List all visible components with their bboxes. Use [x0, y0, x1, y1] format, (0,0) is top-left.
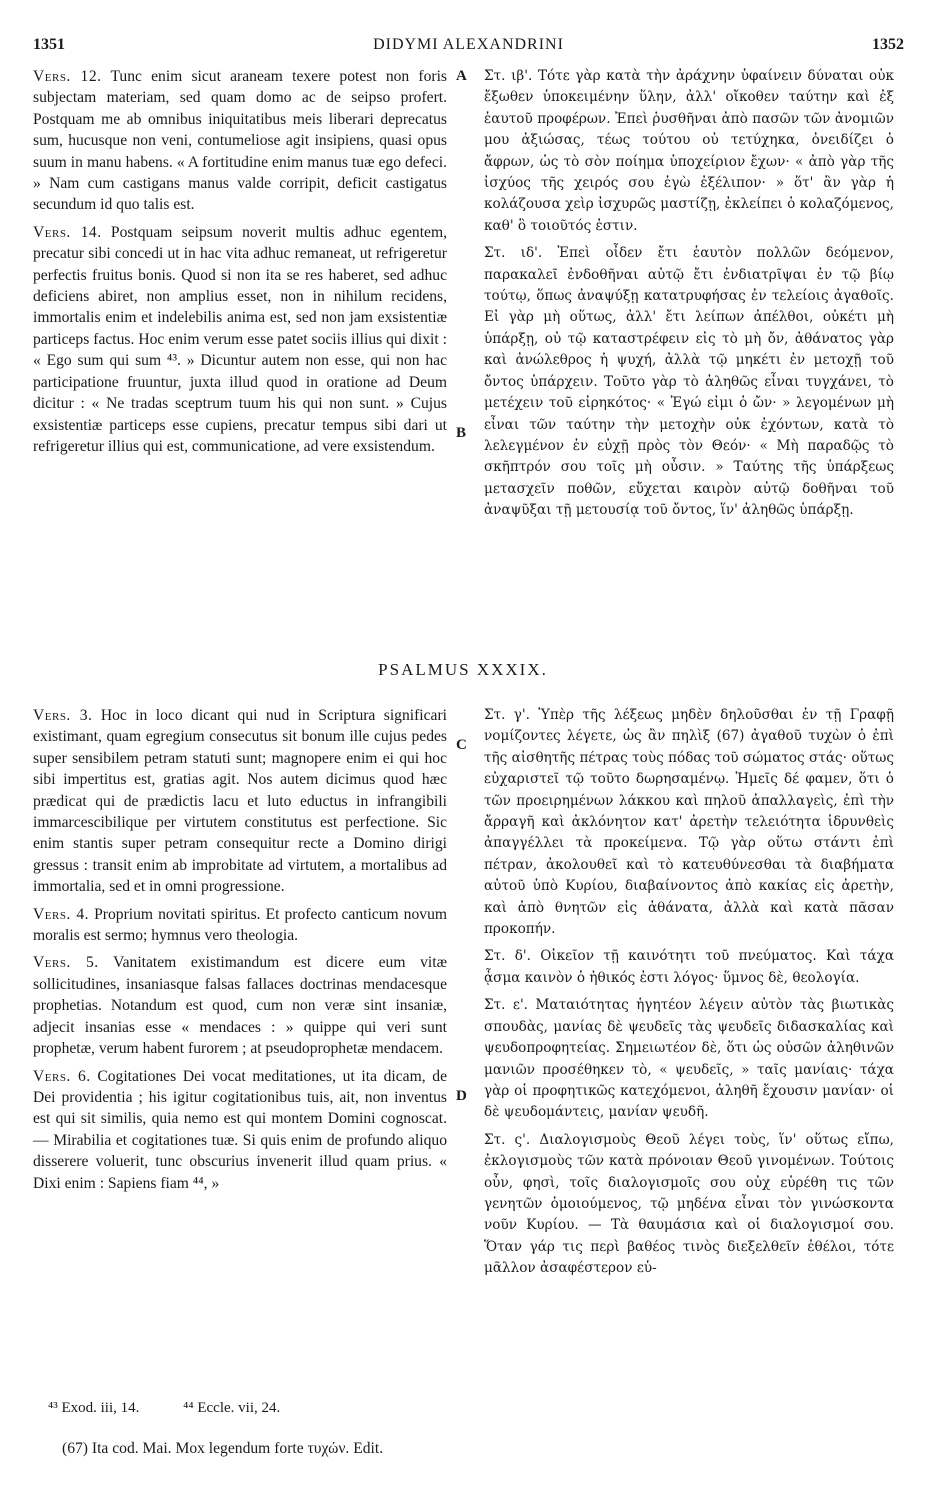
- latin-verse: [33, 1066, 447, 1194]
- section-title: PSALMUS XXXIX.: [378, 660, 548, 679]
- margin-marker-a: A: [456, 68, 467, 84]
- verse-text: Οἰκεῖον τῇ καινότητι τοῦ πνεύματος. Καὶ τάχα ᾆσμα καινὸν ὁ ἠθικός ἐστι λόγος· ὕμνος δὲ, θεολογία.: [484, 948, 894, 986]
- verse-label: Vers. 5.: [33, 954, 99, 972]
- greek-verse: [484, 995, 894, 1123]
- latin-verse: [33, 705, 447, 898]
- latin-verse: [33, 952, 447, 1059]
- verse-label: Στ. ε'.: [484, 997, 529, 1014]
- verse-label: Στ. δ'.: [484, 948, 531, 965]
- latin-column-bottom: [33, 705, 447, 1200]
- verse-label: Vers. 4.: [33, 905, 90, 923]
- latin-column-top: [33, 66, 447, 463]
- verse-text: Proprium novitati spiritus. Et profecto canticum novum moralis est sermo; hymnus vero theologia.: [33, 905, 447, 945]
- verse-label: Vers. 14.: [33, 223, 102, 241]
- editor-note: (67) Ita cod. Mai. Mox legendum forte τυχών. Edit.: [62, 1440, 384, 1457]
- verse-text: Tunc enim sicut araneam texere potest non foris subjectam materiam, sed quam domo ac de seipso profert. Postquam me ab omnibus iniquitatibus meis liberari deprecatus sum, hucusque non veni, contumeliose agit insipiens, quasi opus suum in manu habens. « A fortitudine enim manus tuæ ego defeci. » Nam cum castigans manus valde corripit, deficit castigatus secundum id quo talis est.: [33, 68, 447, 214]
- left-page-number: 1351: [33, 36, 65, 53]
- verse-label: Στ. γ'.: [484, 707, 530, 723]
- greek-column-top: [484, 66, 894, 528]
- verse-label: Στ. ς'.: [484, 1131, 531, 1148]
- verse-text: Ἐπεὶ οἶδεν ἔτι ἑαυτὸν πολλῶν δεόμενον, παρακαλεῖ ἐνδοθῆναι αὐτῷ ἔτι ἐνδιατρῖψαι ἐν τῷ βίῳ τούτῳ, ὅπως ἀναψύξῃ κατατρυφήσας ἐν τελείοις ἀγαθοῖς. Εἰ γὰρ μὴ οὕτως, ἀλλ' ἔτι λείπων ἀπέλθοι, οὐκέτι μὴ ὑπάρξῃ, οὐ τῷ καταστρέφειν εἰς τὸ μὴ ὄν, ἀθάνατος γὰρ καὶ ἀνώλεθρος ἡ ψυχή, ἀλλὰ τῷ μηκέτι ἐν μετοχῇ τοῦ ὄντος ὑπάρχειν. Τοῦτο γὰρ τὸ ἀληθῶς εἶναι τυγχάνει, τὸ μετέχειν τοῦ εἰρηκότος· « Ἐγώ εἰμι ὁ ὤν· » λεγομένων μὴ εἶναι τῶν ταύτην τὴν μετοχὴν οὐκ ἐχόντων, κατὰ τὸ λελεγμένον ἐν εὐχῇ πρὸς τὸν Θεόν· « Μὴ παραδῷς τὸ σκῆπτρόν σου τοῖς μὴ οὖσιν. » Ταύτης τῆς ὑπάρξεως μετασχεῖν ποθῶν, εὔχεται καιρὸν αὐτῷ δοθῆναι τοῦ ἀναψῦξαι τῇ μετουσίᾳ τοῦ ὄντος, ἵν' ἀληθῶς ὑπάρξῃ.: [484, 245, 894, 519]
- footnotes: [48, 1400, 320, 1417]
- verse-text: Διαλογισμοὺς Θεοῦ λέγει τοὺς, ἵν' οὕτως εἴπω, ἐκλογισμοὺς τῶν κατὰ πρόνοιαν Θεοῦ γινομένων. Τούτοις οὖν, φησὶ, τοῖς διαλογισμοῖς σου οὐχ εὑρέθη τις τῶν γενητῶν ὁμοιούμενος, τῷ μηδένα εἶναι τὸν γινώσκοντα νοῦν Κυρίου. — Τὰ θαυμάσια καὶ οἱ διαλογισμοί σου. Ὅταν γάρ τις περὶ βαθέος τινὸς διεξελθεῖν ἐθέλοι, τότε μᾶλλον ἀσαφέστερον εὑ-: [484, 1131, 894, 1277]
- margin-marker-b: B: [456, 425, 467, 441]
- verse-label: Στ. ιβ'.: [484, 68, 533, 84]
- greek-verse: [484, 946, 894, 989]
- latin-verse: [33, 222, 447, 457]
- verse-label: Vers. 6.: [33, 1067, 91, 1085]
- verse-label: Vers. 3.: [33, 707, 93, 724]
- greek-verse: [484, 243, 894, 521]
- verse-text: Cogitationes Dei vocat meditationes, ut ita dicam, de Dei providentia ; his igitur cogitationibus tuis, ait, non inventus est qui sit similis, quia nemo est qui montem Domini cognoscat. — Mirabilia et cogitationes tuæ. Si quis enim de profundo aliquo disserere voluerit, tunc obscurius invenerit illud quam prius. « Dixi enim : Sapiens fiam ⁴⁴, »: [33, 1067, 447, 1192]
- verse-text: Ὑπὲρ τῆς λέξεως μηδὲν δηλοῦσθαι ἐν τῇ Γραφῇ νομίζοντες λέγετε, ὡς ἂν πηλὶξ (67) ἀγαθοῦ τυχὼν ὁ ἐπὶ τῆς αἰσθητῆς πέτρας τοὺς πόδας τοῦ σώματος στάς· οὕτως εὐχαριστεῖ τῷ τοῦτο δωρησαμένῳ. Ἡμεῖς δέ φαμεν, ὅτι ὁ τῶν προειρημένων λάκκου καὶ πηλοῦ ἀπαλλαγεὶς, ἐπὶ τὴν ἄρραγῆ καὶ ἀκλόνητον κατ' ἀρετὴν τελειότητα ἱδρυνθεὶς ἀπαγγέλλει τὰ προκείμενα. Τῷ γὰρ οὕτω στάντι ἐπὶ πέτραν, ἀκολουθεῖ καὶ τὸ κατευθύνεσθαι τὰ διαβήματα αὐτοῦ ὑπὸ Κυρίου, διαβαίνοντος ἀπὸ κακίας εἰς ἀρετὴν, καὶ ἀπὸ θνητῶν εἰς ἀθάνατα, ἀλλὰ καὶ κατὰ πᾶσαν προκοπήν.: [484, 707, 894, 938]
- latin-verse: [33, 66, 447, 216]
- verse-text: Postquam seipsum noverit multis adhuc egentem, precatur sibi concedi ut in hac vita adhuc remaneat, ut refrigeretur perfectis fruitus bonis. Quod si non ita se res haberet, sed adhuc deficiens abiret, non amplius esset, non in nihilum recidens, immortalis enim et indelebilis anima est, sed non jam exsistentiæ particeps factus. Hoc enim verum esse patet sociis illius qui dixit : « Ego sum qui sum ⁴³. » Dicuntur autem non esse, qui non hac participatione fruuntur, juxta illud quod in oratione ad Deum dicitur : « Ne tradas sceptrum tuum his qui non sunt. » Cujus exsistentiæ particeps esse cupiens, precatur tempus sibi dari ut refrigeretur illius qui est, communicatione, ad vere exsistendum.: [33, 223, 447, 455]
- latin-verse: [33, 904, 447, 947]
- footnote-43: ⁴³ Exod. iii, 14.: [48, 1400, 140, 1416]
- margin-marker-d: D: [456, 1088, 467, 1104]
- verse-text: Hoc in loco dicant qui nud in Scriptura significari existimant, quam egregium consecutus sit bonum ille cujus pedes super sensibilem petram statuti sunt; magnopere enim ei qui hoc sibi impertitus est, gratias agit. Nos autem dicimus quod hæc prædicat qui de prædictis lacu et luto eductus in infrangibili immarcescibilique per virtutem constitutus est perfectione. Sic enim stantis super petram consequitur recte a Domino dirigi gressus : transit enim ab improbitate ad virtutem, a mortalibus ad immortalia, sed et in omni progressione.: [33, 707, 447, 896]
- greek-verse: [484, 705, 894, 940]
- margin-marker-c: C: [456, 737, 467, 753]
- greek-verse: [484, 1130, 894, 1280]
- right-page-number: 1352: [872, 36, 904, 53]
- verse-text: Τότε γὰρ κατὰ τὴν ἀράχνην ὑφαίνειν δύναται οὐκ ἔξωθεν ὑποκειμένην ὕλην, ἀλλ' οἴκοθεν ταύτην καὶ ἐξ ἑαυτοῦ προφέρων. Ἐπεὶ ῥυσθῆναι ἀπὸ πασῶν τῶν ἀνομιῶν μου ἀξιώσας, τέως τούτου οὐ τετύχηκα, ὀνειδίζει ὁ ἄφρων, ὡς τὸ σὸν ποίημα ὑποχείριον ἔχων· « ἀπὸ γὰρ τῆς ἰσχύος τῆς χειρός σου ἐγὼ ἐξέλιπον· » ὅτ' ἂν γὰρ ἡ κολάζουσα χεὶρ ἰσχυρῶς μαστίζῃ, ἐκλείπει ὁ κολαζόμενος, καθ' ὃ τοιοῦτός ἐστιν.: [484, 68, 894, 234]
- running-title: DIDYMI ALEXANDRINI: [373, 36, 564, 53]
- greek-verse: [484, 66, 894, 237]
- footnote-44: ⁴⁴ Eccle. vii, 24.: [183, 1400, 281, 1416]
- verse-label: Vers. 12.: [33, 68, 102, 85]
- running-head: [33, 36, 904, 60]
- verse-text: Vanitatem existimandum est dicere eum vitæ sollicitudines, insaniasque falsas fallaces doctrinas mendacesque prophetias. Notandum est quod, cum non veræ sint insaniæ, adjecit insanias esse « mendaces : » quippe qui veri sunt prophetæ, verum habent furorem ; at pseudoprophetæ mendacem.: [33, 954, 447, 1058]
- verse-label: Στ. ιδ'.: [484, 245, 543, 262]
- verse-text: Ματαιότητας ἡγητέον λέγειν αὐτὸν τὰς βιωτικὰς σπουδὰς, μανίας δὲ ψευδεῖς τὰς ψευδεῖς διδασκαλίας καὶ ψευδοπροφητείας. Σημειωτέον δὲ, ὅτι ὡς οὐσῶν ἀληθινῶν μανιῶν προσέθηκεν τὸ, « ψευδεῖς, » ταῖς μανίαις· τάχα γὰρ οἱ προφητικῶς κατεχόμενοι, ἀληθῆ ἔχουσιν μανίαν· οἱ δὲ ψευδομάντεις, μανίαν ψευδῆ.: [484, 997, 894, 1121]
- greek-column-bottom: [484, 705, 894, 1286]
